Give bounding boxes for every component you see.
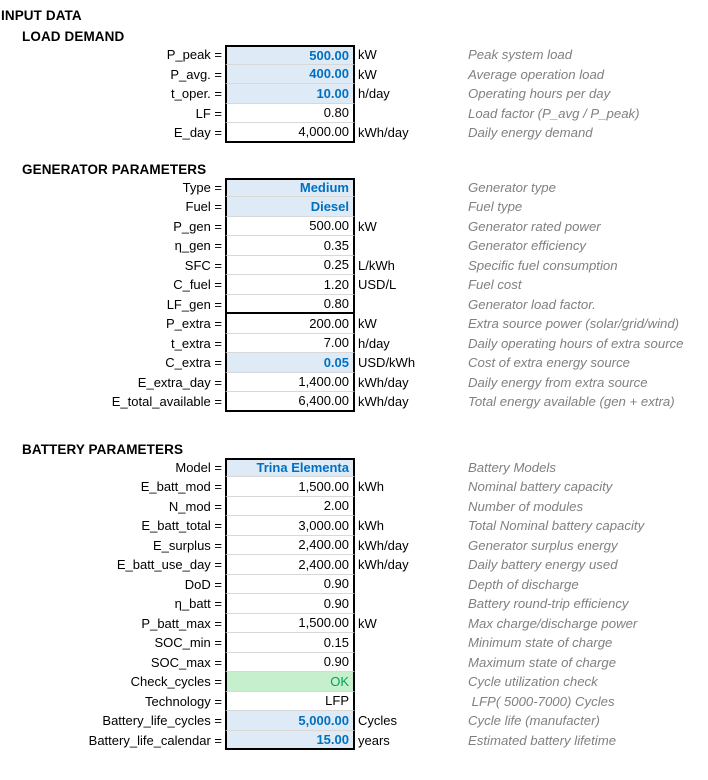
value-cell-t_oper[interactable]: 10.00: [225, 84, 355, 104]
value-cell-check_cycles[interactable]: OK: [225, 672, 355, 692]
param-row-p_extra: [0, 314, 708, 334]
param-row-p_avg: [0, 65, 708, 85]
value-cell-lf_gen[interactable]: 0.80: [225, 295, 355, 315]
value-cell-p_avg[interactable]: 400.00: [225, 65, 355, 85]
value-cell-battery_life_calendar[interactable]: 15.00: [225, 731, 355, 751]
row-description: Peak system load: [468, 47, 573, 63]
value-cell-lf[interactable]: 0.80: [225, 104, 355, 124]
row-description: Daily energy from extra source: [468, 374, 648, 390]
value-cell-soc_min[interactable]: 0.15: [225, 633, 355, 653]
row-description: Fuel type: [468, 199, 523, 215]
value-cell-c_fuel[interactable]: 1.20: [225, 275, 355, 295]
param-row-η_batt: [0, 594, 708, 614]
param-row-check_cycles: [0, 672, 708, 692]
value-cell-η_batt[interactable]: 0.90: [225, 594, 355, 614]
param-row-dod: [0, 575, 708, 595]
param-row-model: [0, 458, 708, 478]
value-cell-technology[interactable]: LFP: [225, 692, 355, 712]
row-description: Depth of discharge: [468, 576, 579, 592]
unit-label: kWh/day: [358, 374, 409, 390]
row-description: Cycle life (manufacter): [468, 713, 600, 729]
row-label: η_batt =: [174, 596, 222, 612]
row-description: Daily operating hours of extra source: [468, 335, 684, 351]
row-description: Battery round-trip efficiency: [468, 596, 629, 612]
param-row-type: [0, 178, 708, 198]
value-cell-t_extra[interactable]: 7.00: [225, 334, 355, 354]
row-description: Minimum state of charge: [468, 635, 613, 651]
row-description: Specific fuel consumption: [468, 257, 618, 273]
section-generator-parameters: [0, 162, 708, 412]
row-description: Average operation load: [468, 66, 605, 82]
row-description: Daily battery energy used: [468, 557, 618, 573]
row-description: Generator load factor.: [468, 296, 596, 312]
unit-label: kWh/day: [358, 394, 409, 410]
unit-label: USD/L: [358, 277, 397, 293]
row-description: Operating hours per day: [468, 86, 611, 102]
row-label: P_peak =: [166, 47, 222, 63]
param-row-t_extra: [0, 334, 708, 354]
unit-label: Cycles: [358, 713, 398, 729]
row-label: Check_cycles =: [130, 674, 222, 690]
unit-label: USD/kWh: [358, 355, 416, 371]
value-cell-n_mod[interactable]: 2.00: [225, 497, 355, 517]
param-row-t_oper: [0, 84, 708, 104]
row-description: Battery Models: [468, 459, 556, 475]
unit-label: kWh: [358, 518, 384, 534]
row-description: Total energy available (gen + extra): [468, 394, 675, 410]
param-row-p_batt_max: [0, 614, 708, 634]
value-cell-fuel[interactable]: Diesel: [225, 197, 355, 217]
param-row-p_gen: [0, 217, 708, 237]
row-label: t_oper. =: [171, 86, 222, 102]
row-label: E_extra_day =: [137, 374, 222, 390]
param-row-n_mod: [0, 497, 708, 517]
row-label: DoD =: [184, 576, 222, 592]
row-label: P_extra =: [165, 316, 222, 332]
param-row-e_batt_mod: [0, 477, 708, 497]
cell-box: [0, 458, 708, 751]
param-row-battery_life_calendar: [0, 731, 708, 751]
param-row-e_extra_day: [0, 373, 708, 393]
param-row-fuel: [0, 197, 708, 217]
value-cell-e_batt_use_day[interactable]: 2,400.00: [225, 555, 355, 575]
param-row-sfc: [0, 256, 708, 276]
row-description: Total Nominal battery capacity: [468, 518, 645, 534]
param-row-e_batt_total: [0, 516, 708, 536]
row-label: LF_gen =: [166, 296, 222, 312]
row-description: Nominal battery capacity: [468, 479, 613, 495]
unit-label: kWh/day: [358, 125, 409, 141]
row-description: LFP( 5000-7000) Cycles: [468, 693, 615, 709]
value-cell-p_peak[interactable]: 500.00: [225, 45, 355, 65]
value-cell-e_surplus[interactable]: 2,400.00: [225, 536, 355, 556]
row-label: Battery_life_calendar =: [88, 732, 222, 748]
param-row-soc_max: [0, 653, 708, 673]
row-description: Fuel cost: [468, 277, 522, 293]
param-row-battery_life_cycles: [0, 711, 708, 731]
row-label: P_gen =: [173, 218, 222, 234]
row-label: E_total_available =: [111, 394, 222, 410]
param-row-technology: [0, 692, 708, 712]
row-description: Generator surplus energy: [468, 537, 618, 553]
value-cell-sfc[interactable]: 0.25: [225, 256, 355, 276]
row-label: Technology =: [145, 693, 222, 709]
row-description: Load factor (P_avg / P_peak): [468, 105, 640, 121]
section-load-demand: [0, 29, 708, 143]
unit-label: kW: [358, 47, 377, 63]
row-label: SFC =: [184, 257, 222, 273]
row-label: Model =: [175, 459, 222, 475]
section-title-battery-parameters: BATTERY PARAMETERS: [22, 441, 184, 457]
unit-label: L/kWh: [358, 257, 395, 273]
param-row-c_fuel: [0, 275, 708, 295]
row-label: E_batt_mod =: [140, 479, 222, 495]
row-label: η_gen =: [174, 238, 222, 254]
cell-box: [0, 178, 708, 315]
row-label: E_batt_total =: [141, 518, 222, 534]
row-label: t_extra =: [171, 335, 222, 351]
page-title: INPUT DATA: [1, 8, 82, 23]
row-description: Maximum state of charge: [468, 654, 617, 670]
param-row-soc_min: [0, 633, 708, 653]
row-label: C_extra =: [165, 355, 222, 371]
row-description: Extra source power (solar/grid/wind): [468, 316, 680, 332]
row-description: Estimated battery lifetime: [468, 732, 617, 748]
section-title-load-demand: LOAD DEMAND: [22, 29, 125, 44]
value-cell-p_extra[interactable]: 200.00: [225, 314, 355, 334]
value-cell-e_total_available[interactable]: 6,400.00: [225, 392, 355, 412]
row-label: P_batt_max =: [141, 615, 222, 631]
unit-label: kW: [358, 66, 377, 82]
value-cell-dod[interactable]: 0.90: [225, 575, 355, 595]
value-cell-model[interactable]: Trina Elementa: [225, 458, 355, 478]
row-label: LF =: [195, 105, 222, 121]
row-label: E_day =: [173, 125, 222, 141]
row-description: Number of modules: [468, 498, 584, 514]
unit-label: kWh: [358, 479, 384, 495]
unit-label: h/day: [358, 86, 390, 102]
row-description: Cycle utilization check: [468, 674, 598, 690]
unit-label: kWh/day: [358, 537, 409, 553]
row-label: C_fuel =: [173, 277, 222, 293]
param-row-e_surplus: [0, 536, 708, 556]
row-label: Fuel =: [185, 199, 222, 215]
value-cell-e_extra_day[interactable]: 1,400.00: [225, 373, 355, 393]
param-row-c_extra: [0, 353, 708, 373]
value-cell-battery_life_cycles[interactable]: 5,000.00: [225, 711, 355, 731]
param-row-e_total_available: [0, 392, 708, 412]
row-label: Battery_life_cycles =: [102, 713, 222, 729]
row-description: Cost of extra energy source: [468, 355, 630, 371]
param-row-e_day: [0, 123, 708, 143]
row-description: Generator efficiency: [468, 238, 587, 254]
value-cell-type[interactable]: Medium: [225, 178, 355, 198]
row-label: E_surplus =: [152, 537, 222, 553]
unit-label: h/day: [358, 335, 390, 351]
row-label: Type =: [182, 179, 222, 195]
unit-label: kW: [358, 316, 377, 332]
param-row-lf: [0, 104, 708, 124]
section-title-generator-parameters: GENERATOR PARAMETERS: [22, 161, 207, 177]
param-row-p_peak: [0, 45, 708, 65]
value-cell-soc_max[interactable]: 0.90: [225, 653, 355, 673]
row-description: Max charge/discharge power: [468, 615, 638, 631]
row-label: E_batt_use_day =: [116, 557, 222, 573]
row-label: P_avg. =: [170, 66, 222, 82]
sheet: [0, 29, 708, 750]
value-cell-e_batt_total[interactable]: 3,000.00: [225, 516, 355, 536]
value-cell-η_gen[interactable]: 0.35: [225, 236, 355, 256]
value-cell-c_extra[interactable]: 0.05: [225, 353, 355, 373]
row-label: SOC_min =: [154, 635, 222, 651]
row-label: SOC_max =: [150, 654, 222, 670]
param-row-lf_gen: [0, 295, 708, 315]
row-label: N_mod =: [168, 498, 222, 514]
row-description: Generator type: [468, 179, 556, 195]
row-description: Daily energy demand: [468, 125, 593, 141]
row-description: Generator rated power: [468, 218, 601, 234]
unit-label: years: [358, 732, 390, 748]
value-cell-e_day[interactable]: 4,000.00: [225, 123, 355, 143]
value-cell-e_batt_mod[interactable]: 1,500.00: [225, 477, 355, 497]
unit-label: kW: [358, 218, 377, 234]
cell-box: [0, 314, 708, 412]
value-cell-p_gen[interactable]: 500.00: [225, 217, 355, 237]
unit-label: kWh/day: [358, 557, 409, 573]
value-cell-p_batt_max[interactable]: 1,500.00: [225, 614, 355, 634]
param-row-e_batt_use_day: [0, 555, 708, 575]
section-battery-parameters: [0, 442, 708, 751]
param-row-η_gen: [0, 236, 708, 256]
unit-label: kW: [358, 615, 377, 631]
cell-box: [0, 45, 708, 143]
